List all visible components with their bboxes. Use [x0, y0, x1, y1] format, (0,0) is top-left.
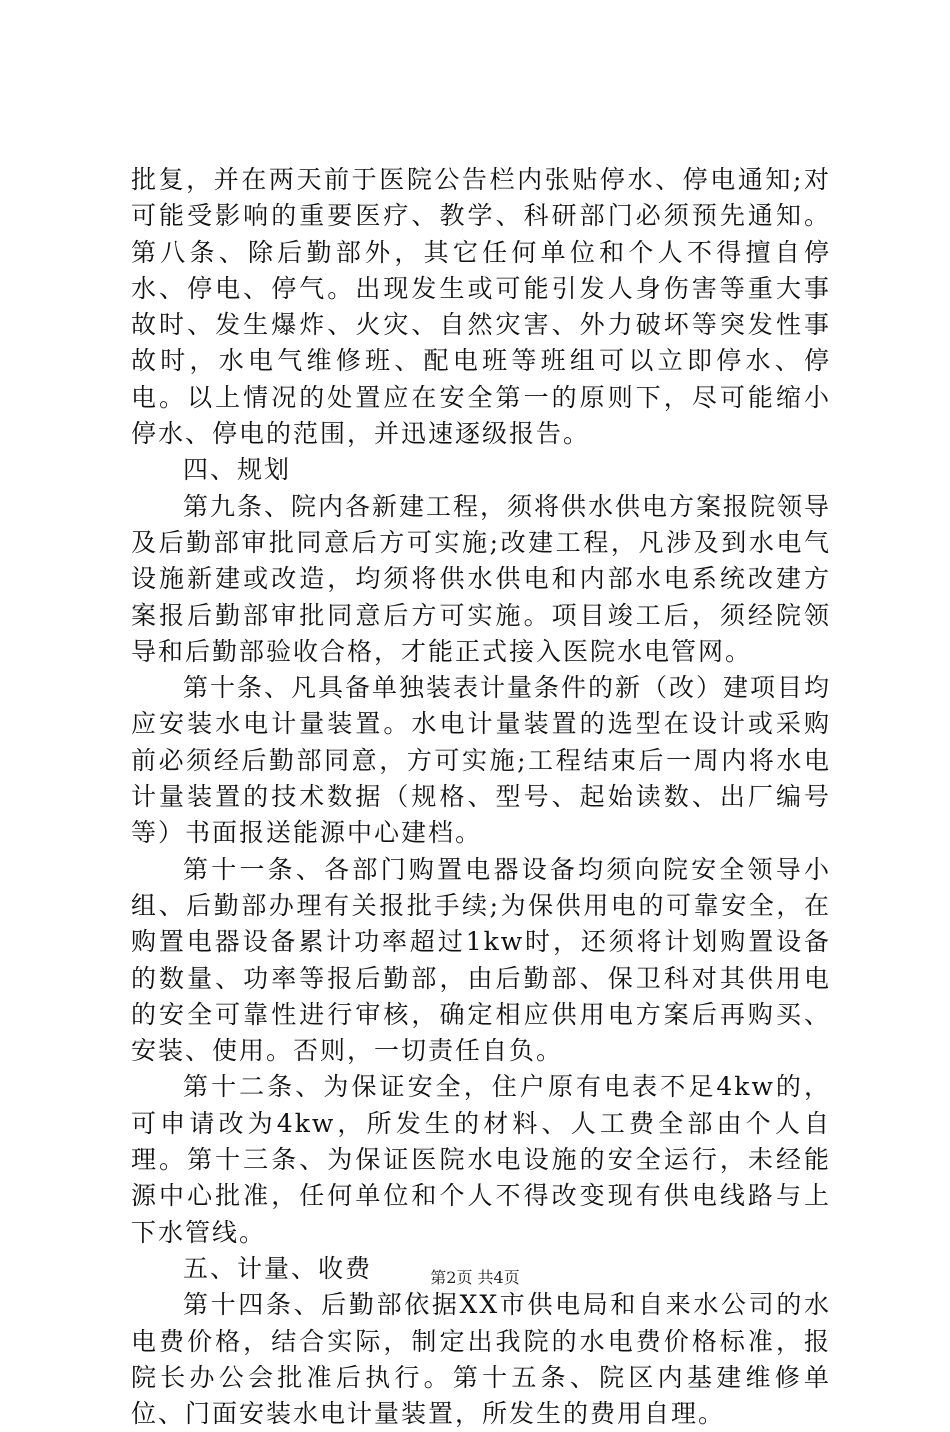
page-number-footer: 第2页 共4页 — [430, 1268, 520, 1287]
section-heading-planning: 四、规划 — [183, 455, 292, 485]
paragraph-article-10: 第十条、凡具备单独装表计量条件的新（改）建项目均应安装水电计量装置。水电计量装置的选型在设计或采购前必须经后勤部同意，方可实施;工程结束后一周内将水电计量装置的技术数据（规格、型号、起始读数、出厂编号等）书面报送能源中心建档。 — [131, 673, 832, 848]
paragraph-article-11: 第十一条、各部门购置电器设备均须向院安全领导小组、后勤部办理有关报批手续;为保供用电的可靠安全，在购置电器设备累计功率超过1kw时，还须将计划购置设备的数量、功率等报后勤部，由后勤部、保卫科对其供用电的安全可靠性进行审核，确定相应供用电方案后再购买、安装、使用。否则，一切责任自负。 — [131, 854, 831, 1066]
section-heading-metering-fees: 五、计量、收费 — [183, 1253, 373, 1283]
paragraph-continuation: 批复，并在两天前于医院公告栏内张贴停水、停电通知;对可能受影响的重要医疗、教学、科研部门必须预先通知。第八条、除后勤部外，其它任何单位和个人不得擅自停水、停电、停气。出现发生或可能引发人身伤害等重大事故时、发生爆炸、火灾、自然灾害、外力破坏等突发性事故时，水电气维修班、配电班等班组可以立即停水、停电。以上情况的处置应在安全第一的原则下，尽可能缩小停水、停电的范围，并迅速逐级报告。 — [131, 165, 831, 449]
paragraph-article-9: 第九条、院内各新建工程，须将供水供电方案报院领导及后勤部审批同意后方可实施;改建工程，凡涉及到水电气设施新建或改造，均须将供水供电和内部水电系统改建方案报后勤部审批同意后方可实施。项目竣工后，须经院领导和后勤部验收合格，才能正式接入医院水电管网。 — [131, 491, 832, 666]
paragraph-article-12-13: 第十二条、为保证安全，住户原有电表不足4kw的，可申请改为4kw，所发生的材料、人工费全部由个人自理。第十三条、为保证医院水电设施的安全运行，未经能源中心批准，任何单位和个人不得改变现有供电线路与上下水管线。 — [131, 1072, 831, 1247]
paragraph-article-14-15: 第十四条、后勤部依据XX市供电局和自来水公司的水电费价格，结合实际，制定出我院的水电费价格标准，报院长办公会批准后执行。第十五条、院区内基建维修单位、门面安装水电计量装置，所发生的费用自理。 — [131, 1290, 831, 1429]
document-body — [131, 162, 831, 1432]
